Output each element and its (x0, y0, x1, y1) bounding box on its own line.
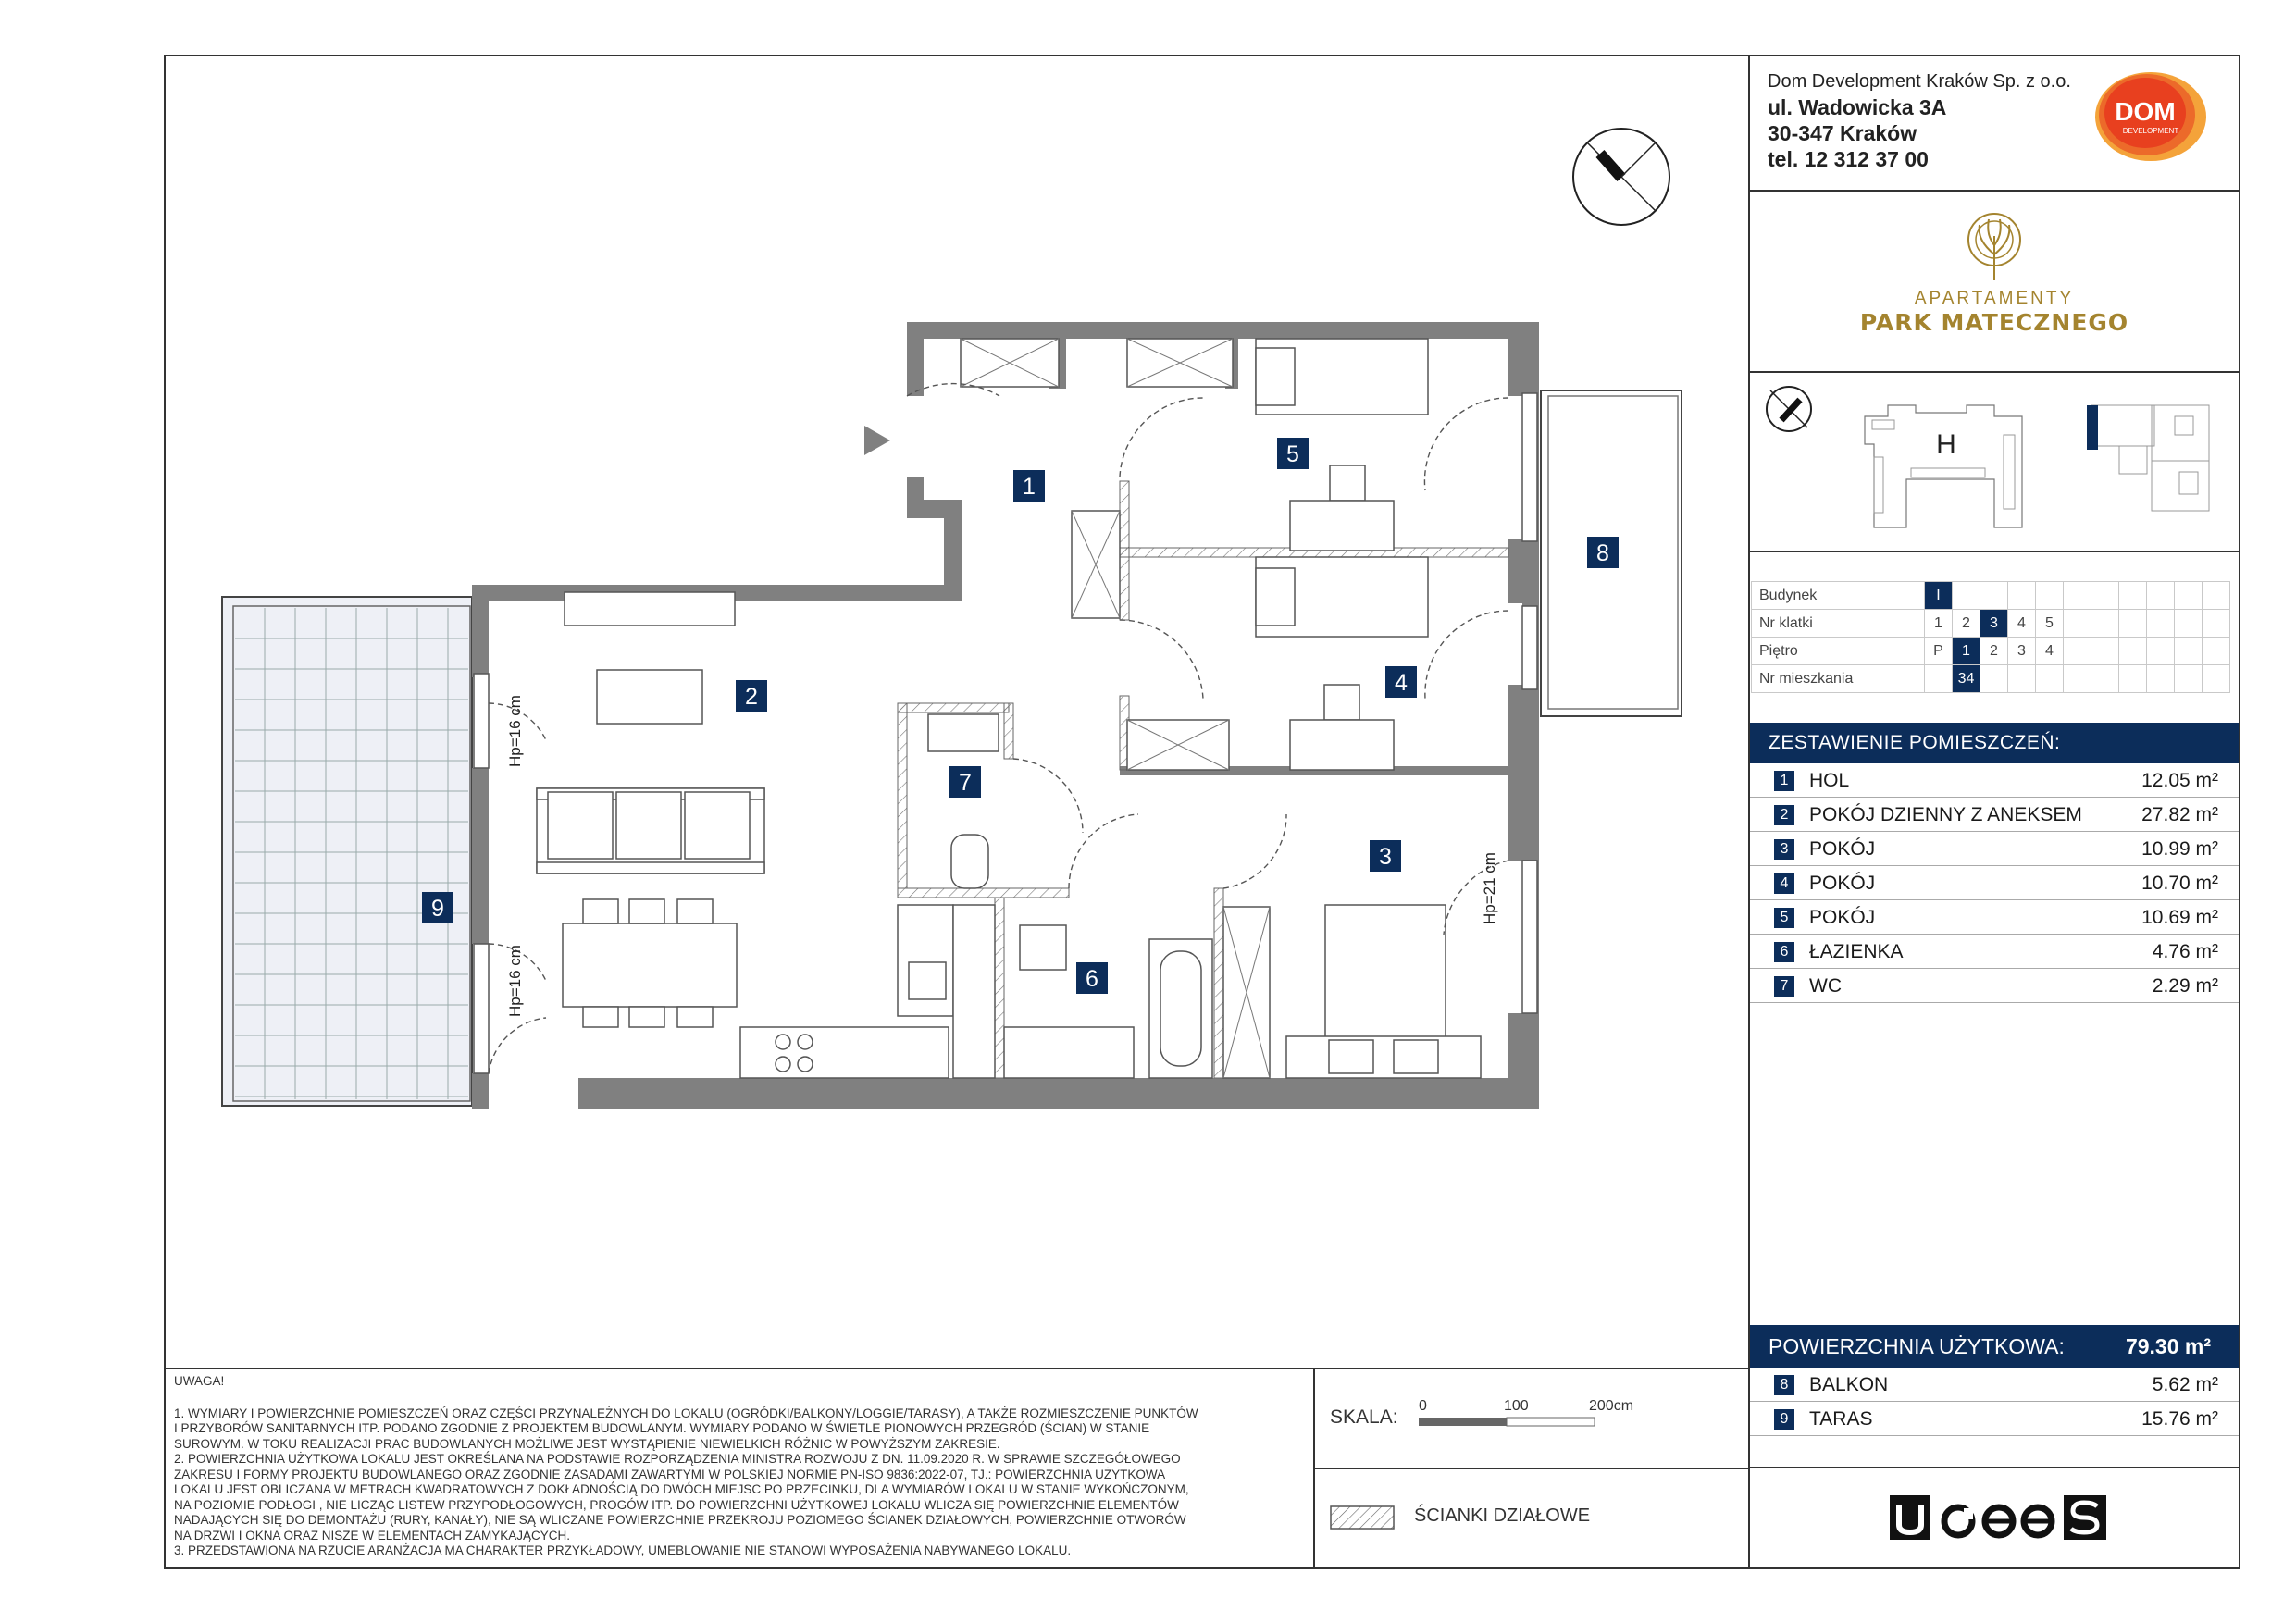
plan-room-label (736, 680, 767, 712)
info-grid-label: Nr klatki (1752, 610, 1925, 638)
extra-area: 15.76 m² (2141, 1408, 2218, 1430)
scale-label: SKALA: (1330, 1406, 1398, 1428)
plan-room-label (1385, 666, 1417, 698)
project-logo (1842, 208, 2147, 336)
info-grid-cell: 1 (1925, 610, 1953, 638)
plan-room-number: 3 (1379, 844, 1392, 870)
room-area: 4.76 m² (2152, 941, 2218, 962)
info-grid-cell (2036, 665, 2064, 693)
room-name: POKÓJ (1809, 873, 1876, 894)
info-grid-cell: 1 (1953, 638, 1980, 665)
room-row (1750, 832, 2239, 866)
keyplan-compass-icon (1767, 387, 1811, 431)
usable-area-label: POWIERZCHNIA UŻYTKOWA: (1769, 1334, 2065, 1358)
plan-room-label (949, 766, 981, 798)
company-info (1768, 68, 2071, 172)
room-name: ŁAZIENKA (1809, 941, 1904, 962)
info-grid-cell: 3 (1980, 610, 2008, 638)
room-area: 27.82 m² (2141, 804, 2218, 825)
legend-label: ŚCIANKI DZIAŁOWE (1414, 1505, 1591, 1526)
plan-room-label (1370, 840, 1401, 872)
room-area: 10.69 m² (2141, 907, 2218, 928)
extra-number: 9 (1774, 1409, 1794, 1430)
room-row (1750, 866, 2239, 900)
company-name: Dom Development Kraków Sp. z o.o. (1768, 71, 2071, 92)
info-grid-label: Budynek (1752, 582, 1925, 610)
room-area: 10.70 m² (2141, 873, 2218, 894)
scale-tick-100: 100 (1504, 1398, 1529, 1414)
info-grid-cell (2203, 610, 2230, 638)
room-area: 12.05 m² (2141, 770, 2218, 791)
extra-name: BALKON (1809, 1374, 1889, 1395)
key-plan (1754, 379, 2235, 546)
note-line: I PRZYBORÓW SANITARNYCH ITP. PODANO ZGODNIE Z PROJEKTEM BUDOWLANYM. WYMIARY PODANO W ŚWIETLE PIONOWYCH PRZEGRÓD (ŚCIAN) W STANIE (174, 1421, 1150, 1435)
info-grid-label: Nr mieszkania (1752, 665, 1925, 693)
room-number: 7 (1774, 976, 1794, 997)
room-area: 2.29 m² (2152, 975, 2218, 997)
info-grid-cell (2175, 610, 2203, 638)
divider (1748, 190, 2240, 192)
info-grid-cell: 2 (1953, 610, 1980, 638)
logo-text: DOM (2115, 97, 2176, 126)
info-grid-cell (2175, 638, 2203, 665)
room-name: HOL (1809, 770, 1850, 791)
notes-divider (164, 1368, 1750, 1369)
info-grid-cell (2147, 610, 2175, 638)
plan-room-number: 8 (1596, 540, 1609, 566)
notes (174, 1374, 1285, 1559)
info-grid-cell: 4 (2036, 638, 2064, 665)
note-line: NADAJĄCYCH SIĘ DO DEMONTAŻU (RURY, KANAŁY), NIE SĄ WLICZANE POWIERZCHNIE PRZEKROJU POZIOMEGO ŚCIANEK DZIAŁOWYCH, POWIERZCHNIE OTWORÓW (174, 1513, 1186, 1527)
note-line: 2. POWIERZCHNIA UŻYTKOWA LOKALU JEST OKREŚLANA NA PODSTAWIE ROZPORZĄDZENIA MINISTRA ROZWOJU Z DN. 11.09.2020 R. W SPRAWIE SZCZEGÓŁOWEGO (174, 1452, 1181, 1466)
room-row (1750, 969, 2239, 1003)
ucees-logo (1888, 1492, 2110, 1543)
note-line: 1. WYMIARY I POWIERZCHNIE POMIESZCZEŃ ORAZ CZĘŚCI PRZYNALEŻNYCH DO LOKALU (OGRÓDKI/BALKONY/LOGGIE/TARASY), A TAKŻE ROZMIESZCZENIE PUNKTÓW (174, 1406, 1198, 1420)
extra-area-row (1750, 1402, 2239, 1436)
divider (1748, 551, 2240, 552)
room-number: 5 (1774, 908, 1794, 928)
note-line: NA POZIOMIE PODŁOGI , NIE LICZĄC LISTEW PRZYPODŁOGOWYCH, PROGÓW ITP. DO POWIERZCHNI UŻYTKOWEJ LOKALU WLICZA SIĘ POWIERZCHNIE ELEMENTÓW (174, 1497, 1179, 1512)
plan-room-number: 9 (431, 896, 444, 922)
info-grid-cell (2064, 638, 2091, 665)
usable-area-value: 79.30 m² (2125, 1334, 2211, 1358)
info-grid-cell: 5 (2036, 610, 2064, 638)
info-grid-cell (1925, 665, 1953, 693)
info-grid-cell (2175, 582, 2203, 610)
room-number: 3 (1774, 839, 1794, 860)
divider (1313, 1468, 1750, 1469)
north-compass-icon (1567, 122, 1676, 231)
plan-room-number: 2 (745, 684, 758, 710)
extra-number: 8 (1774, 1375, 1794, 1395)
info-grid-cell: 2 (1980, 638, 2008, 665)
entrance-arrow-icon (864, 426, 890, 455)
info-grid-cell (2064, 665, 2091, 693)
info-grid-cell: P (1925, 638, 1953, 665)
note-line: ZAKRESU I FORMY PROJEKTU BUDOWLANEGO ORAZ ZGODNIE ZASADAMI ZAWARTYMI W POLSKIEJ NORMIE PN-ISO 9836:2022-07, TJ.: POWIERZCHNIA UŻYTKOWA (174, 1467, 1166, 1481)
info-grid-cell (2203, 582, 2230, 610)
divider (1748, 1467, 2240, 1468)
company-city: 30-347 Kraków (1768, 121, 1917, 145)
extra-area-row (1750, 1368, 2239, 1402)
info-grid-cell (2091, 638, 2119, 665)
extra-name: TARAS (1809, 1408, 1873, 1430)
info-grid-row (1752, 665, 2230, 693)
info-grid-cell (2119, 638, 2147, 665)
keyplan-building-letter: H (1936, 429, 1956, 460)
info-grid-cell (2119, 610, 2147, 638)
info-grid-cell (2119, 582, 2147, 610)
plan-room-label (1277, 438, 1309, 469)
info-grid-row (1752, 610, 2230, 638)
info-grid-cell: 34 (1953, 665, 1980, 693)
sill-height-label: Hp=21 cm (1481, 852, 1498, 924)
info-grid-cell (2036, 582, 2064, 610)
rooms-header: ZESTAWIENIE POMIESZCZEŃ: (1750, 723, 2239, 763)
room-row (1750, 935, 2239, 969)
info-grid-cell (2203, 665, 2230, 693)
info-grid-cell (2091, 610, 2119, 638)
info-grid-cell: I (1925, 582, 1953, 610)
room-name: WC (1809, 975, 1842, 997)
terrace (222, 597, 472, 1106)
plan-room-number: 1 (1023, 474, 1036, 500)
info-grid-cell (2175, 665, 2203, 693)
info-grid-cell (1953, 582, 1980, 610)
note-line: LOKALU JEST OBLICZANA W METRACH KWADRATOWYCH Z DOKŁADNOŚCIĄ DO DWÓCH MIEJSC PO PRZECINKU, DLA WYMIARÓW LOKALU W STANIE WYKOŃCZONYM, (174, 1482, 1189, 1496)
info-grid-cell (2147, 665, 2175, 693)
project-sub: APARTAMENTY (1914, 289, 2075, 308)
info-grid-cell (2064, 610, 2091, 638)
plan-room-number: 7 (959, 770, 972, 796)
room-name: POKÓJ DZIENNY Z ANEKSEM (1809, 804, 2082, 825)
room-row (1750, 900, 2239, 935)
info-grid-cell (2147, 638, 2175, 665)
plan-room-label (1076, 962, 1108, 994)
sill-height-label: Hp=16 cm (506, 695, 524, 767)
plan-room-number: 6 (1086, 966, 1098, 992)
info-grid-cell (2091, 582, 2119, 610)
floor-plan (213, 315, 1712, 1129)
company-phone: tel. 12 312 37 00 (1768, 147, 1929, 171)
info-grid-cell: 4 (2008, 610, 2036, 638)
room-number: 6 (1774, 942, 1794, 962)
info-grid-cell (2091, 665, 2119, 693)
info-grid-cell (2008, 582, 2036, 610)
plan-room-number: 4 (1395, 670, 1408, 696)
info-grid-row (1752, 582, 2230, 610)
room-number: 2 (1774, 805, 1794, 825)
tree-icon (1957, 208, 2031, 282)
info-grid-row (1752, 638, 2230, 665)
info-grid-cell: 3 (2008, 638, 2036, 665)
info-grid-cell (2064, 582, 2091, 610)
room-number: 4 (1774, 873, 1794, 894)
info-grid-cell (2008, 665, 2036, 693)
info-grid-cell (2119, 665, 2147, 693)
room-row (1750, 763, 2239, 798)
info-grid-cell (2147, 582, 2175, 610)
legend-hatch-icon (1330, 1505, 1395, 1530)
usable-area-bar (1750, 1325, 2239, 1368)
room-area: 10.99 m² (2141, 838, 2218, 860)
room-name: POKÓJ (1809, 907, 1876, 928)
dom-development-logo (2091, 67, 2210, 167)
info-grid-cell (2203, 638, 2230, 665)
room-row (1750, 798, 2239, 832)
note-line: NA DRZWI I OKNA ORAZ NISZE W ELEMENTACH ZAMYKAJĄCYCH. (174, 1528, 571, 1542)
apartment-info-grid (1751, 581, 2230, 693)
scale-bar (1411, 1395, 1633, 1442)
info-grid-label: Piętro (1752, 638, 1925, 665)
project-name: PARK MATECZNEGO (1859, 309, 2129, 336)
note-line: SUROWYM. W TOKU REALIZACJI PRAC BUDOWLANYCH MOŻLIWE JEST WYSTĄPIENIE NIEWIELKICH RÓŻNIC W POWYŻSZYM ZAKRESIE. (174, 1436, 1000, 1451)
info-grid-cell (1980, 665, 2008, 693)
sill-height-label: Hp=16 cm (506, 945, 524, 1017)
plan-room-label (422, 892, 453, 923)
divider (1748, 371, 2240, 373)
plan-room-label (1587, 537, 1619, 568)
room-number: 1 (1774, 771, 1794, 791)
note-line: 3. PRZEDSTAWIONA NA RZUCIE ARANŻACJA MA CHARAKTER PRZYKŁADOWY, UMEBLOWANIE NIE STANOWI WYPOSAŻENIA NABYWANEGO LOKALU. (174, 1543, 1072, 1557)
company-street: ul. Wadowicka 3A (1768, 95, 1947, 119)
logo-sub: DEVELOPMENT (2122, 127, 2179, 135)
room-name: POKÓJ (1809, 838, 1876, 860)
scale-tick-0: 0 (1419, 1398, 1427, 1414)
extra-area: 5.62 m² (2152, 1374, 2218, 1395)
info-grid-cell (1980, 582, 2008, 610)
plan-room-number: 5 (1286, 441, 1299, 467)
notes-title: UWAGA! (174, 1374, 225, 1388)
plan-room-label (1013, 470, 1045, 502)
scale-tick-200: 200cm (1589, 1398, 1633, 1414)
